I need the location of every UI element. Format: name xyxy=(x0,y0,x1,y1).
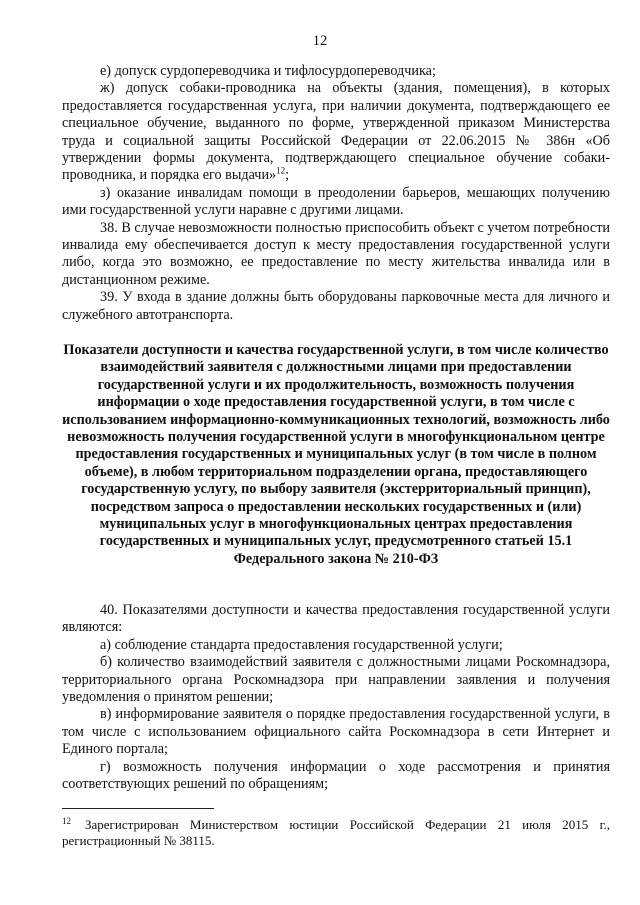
paragraph-e: е) допуск сурдопереводчика и тифлосурдопереводчика; xyxy=(100,63,436,79)
footnote-ref[interactable]: 12 xyxy=(276,165,286,176)
paragraph-38: 38. В случае невозможности полностью приспособить объект с учетом потребности инвалида ему обеспечивается доступ к месту предоставления государственной услуги либо, когда это возможно, ее предоставление по месту жительства инвалида или в дистанционном режиме. xyxy=(62,219,610,288)
footnote-text: Зарегистрирован Министерством юстиции Российской Федерации 21 июля 2015 г., регистрационный № 38115. xyxy=(62,817,610,848)
paragraph-z: з) оказание инвалидам помощи в преодолении барьеров, мешающих получению ими государственной услуги наравне с другими лицами. xyxy=(62,184,610,219)
paragraph-39: 39. У входа в здание должны быть оборудованы парковочные места для личного и служебного автотранспорта. xyxy=(62,289,610,323)
paragraph-40: 40. Показателями доступности и качества предоставления государственной услуги являются: xyxy=(62,602,610,636)
body-bottom xyxy=(62,602,610,793)
footnote-mark: 12 xyxy=(62,815,71,826)
paragraph-b: б) количество взаимодействий заявителя с должностными лицами Роскомнадзора, территориального органа Роскомнадзора при направлении заявления и получения уведомления о принятом решении; xyxy=(62,654,610,706)
page-number: 12 xyxy=(312,33,328,49)
paragraph-zh-text: ж) допуск собаки-проводника на объекты (здания, помещения), в которых предоставляется государственная услуга, при наличии документа, подтверждающего ее специальное обучение, выданного по форме, утвержденной приказом Министерства труда и социальной защиты Российской Федерации от 22.06.2015 № 386н «Об утверждении формы документа, подтверждающего специальное обучение собаки-проводника, и порядка его выдачи» xyxy=(62,80,610,184)
footnote-divider xyxy=(62,808,214,809)
paragraph-v: в) информирование заявителя о порядке предоставления государственной услуги, в том числе с использованием официального сайта Роскомнадзора в сети Интернет и Единого портала; xyxy=(62,706,610,758)
paragraph-a: а) соблюдение стандарта предоставления государственной услуги; xyxy=(100,636,503,653)
body-top xyxy=(62,63,610,324)
paragraph-g: г) возможность получения информации о ходе рассмотрения и принятия соответствующих решений по обращениям; xyxy=(62,758,610,793)
footnote xyxy=(62,817,610,849)
section-heading: Показатели доступности и качества государственной услуги, в том числе количество взаимодействий заявителя с должностными лицами при предоставлении государственной услуги и их продолжительность, возможность получения информации о ходе предоставления государственной услуги, в том числе с использованием информационно-коммуникационных технологий, возможность либо невозможность получения государственной услуги в многофункциональном центре предоставления государственных и муниципальных услуг (в том числе в полном объеме), в любом территориальном подразделении органа, предоставляющего государственную услугу, по выбору заявителя (экстерриториальный принцип), посредством запроса о предоставлении нескольких государственных и (или) муниципальных услуг в многофункциональных центрах предоставления государственных и муниципальных услуг, предусмотренного статьей 15.1 Федерального закона № 210-ФЗ xyxy=(62,342,610,567)
paragraph-zh-tail: ; xyxy=(285,167,290,184)
paragraph-zh xyxy=(62,80,610,184)
